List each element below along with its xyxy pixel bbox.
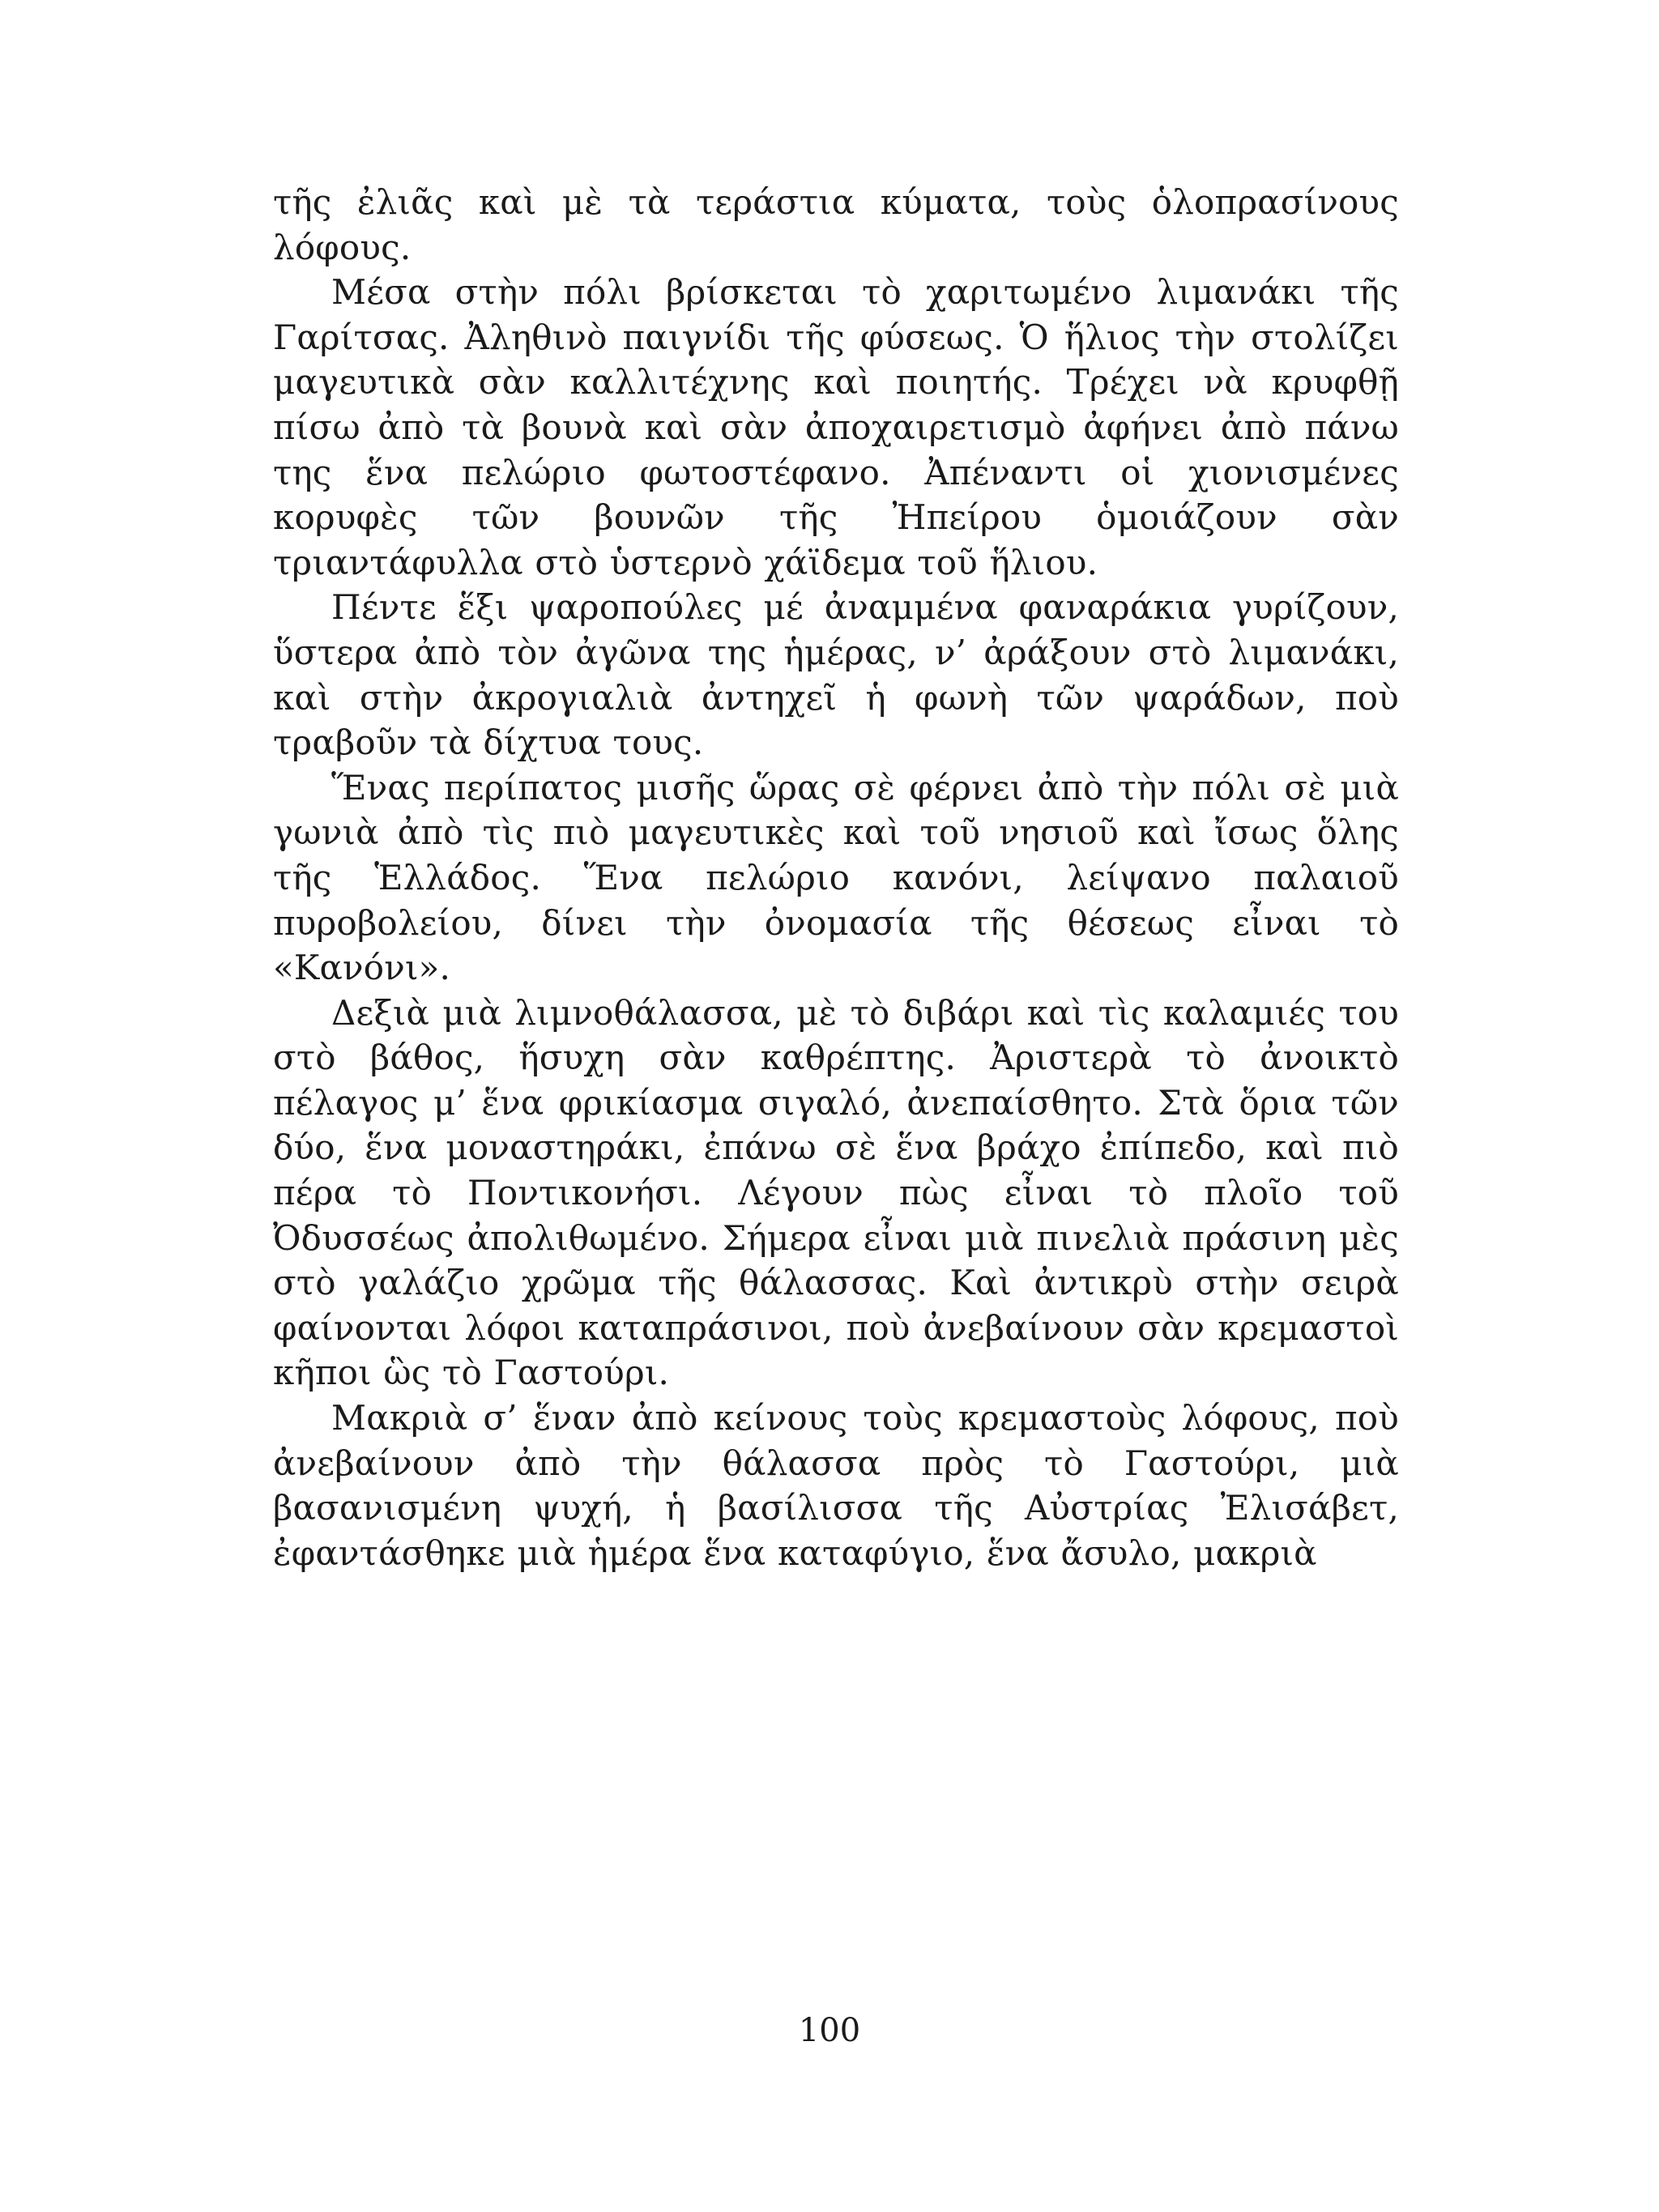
paragraph-garitsa: Μέσα στὴν πόλι βρίσκεται τὸ χαριτωμένο λιμανάκι τῆς Γαρίτσας. Ἀληθινὸ παιγνίδι τῆς φύσεως. Ὁ ἥλιος τὴν στολίζει μαγευτικὰ σὰν καλλιτέχνης καὶ ποιητής. Τρέχει νὰ κρυφθῇ πίσω ἀπὸ τὰ βουνὰ καὶ σὰν ἀποχαιρετισμὸ ἀφήνει ἀπὸ πάνω της ἕνα πελώριο φωτοστέφανο. Ἀπέναντι οἱ χιονισμένες κορυφὲς τῶν βουνῶν τῆς Ἠπείρου ὁμοιάζουν σὰν τριαντάφυλλα στὸ ὑστερνὸ χάϊδεμα τοῦ ἥλιου. [273, 272, 1399, 582]
paragraph-lagoon: Δεξιὰ μιὰ λιμνοθάλασσα, μὲ τὸ διβάρι καὶ τὶς καλαμιές του στὸ βάθος, ἥσυχη σὰν καθρέπτης. Ἀριστερὰ τὸ ἀνοικτὸ πέλαγος μ’ ἕνα φρικίασμα σιγαλό, ἀνεπαίσθητο. Στὰ ὅρια τῶν δύο, ἕνα μοναστηράκι, ἐπάνω σὲ ἕνα βράχο ἐπίπεδο, καὶ πιὸ πέρα τὸ Ποντικονήσι. Λέγουν πὼς εἶναι τὸ πλοῖο τοῦ Ὀδυσσέως ἀπολιθωμένο. Σήμερα εἶναι μιὰ πινελιὰ πράσινη μὲς στὸ γαλάζιο χρῶμα τῆς θάλασσας. Καὶ ἀντικρὺ στὴν σειρὰ φαίνονται λόφοι καταπράσινοι, ποὺ ἀνεβαίνουν σὰν κρεμαστοὶ κῆποι ὣς τὸ Γαστούρι. [273, 992, 1399, 1393]
body-text [273, 180, 1399, 1575]
page-number: 100 [798, 2012, 861, 2049]
paragraph-continuation: τῆς ἐλιᾶς καὶ μὲ τὰ τεράστια κύματα, τοὺς ὁλοπρασίνους λόφους. [273, 182, 1399, 267]
paragraph-kanoni: Ἕνας περίπατος μισῆς ὥρας σὲ φέρνει ἀπὸ τὴν πόλι σὲ μιὰ γωνιὰ ἀπὸ τὶς πιὸ μαγευτικὲς καὶ τοῦ νησιοῦ καὶ ἴσως ὅλης τῆς Ἑλλάδος. Ἕνα πελώριο κανόνι, λείψανο παλαιοῦ πυροβολείου, δίνει τὴν ὀνομασία τῆς θέσεως εἶναι τὸ «Κανόνι». [273, 767, 1399, 988]
paragraph-fishing-boats: Πέντε ἕξι ψαροπούλες μέ ἀναμμένα φαναράκια γυρίζουν, ὕστερα ἀπὸ τὸν ἀγῶνα της ἡμέρας, ν’ ἀράξουν στὸ λιμανάκι, καὶ στὴν ἀκρογιαλιὰ ἀντηχεῖ ἡ φωνὴ τῶν ψαράδων, ποὺ τραβοῦν τὰ δίχτυα τους. [273, 587, 1399, 763]
paragraph-elisabeth: Μακριὰ σ’ ἕναν ἀπὸ κείνους τοὺς κρεμαστοὺς λόφους, ποὺ ἀνεβαίνουν ἀπὸ τὴν θάλασσα πρὸς τὸ Γαστούρι, μιὰ βασανισμένη ψυχή, ἡ βασίλισσα τῆς Αὐστρίας Ἐλισάβετ, ἐφαντάσθηκε μιὰ ἡμέρα ἕνα καταφύγιο, ἕνα ἄσυλο, μακριὰ [273, 1398, 1399, 1573]
